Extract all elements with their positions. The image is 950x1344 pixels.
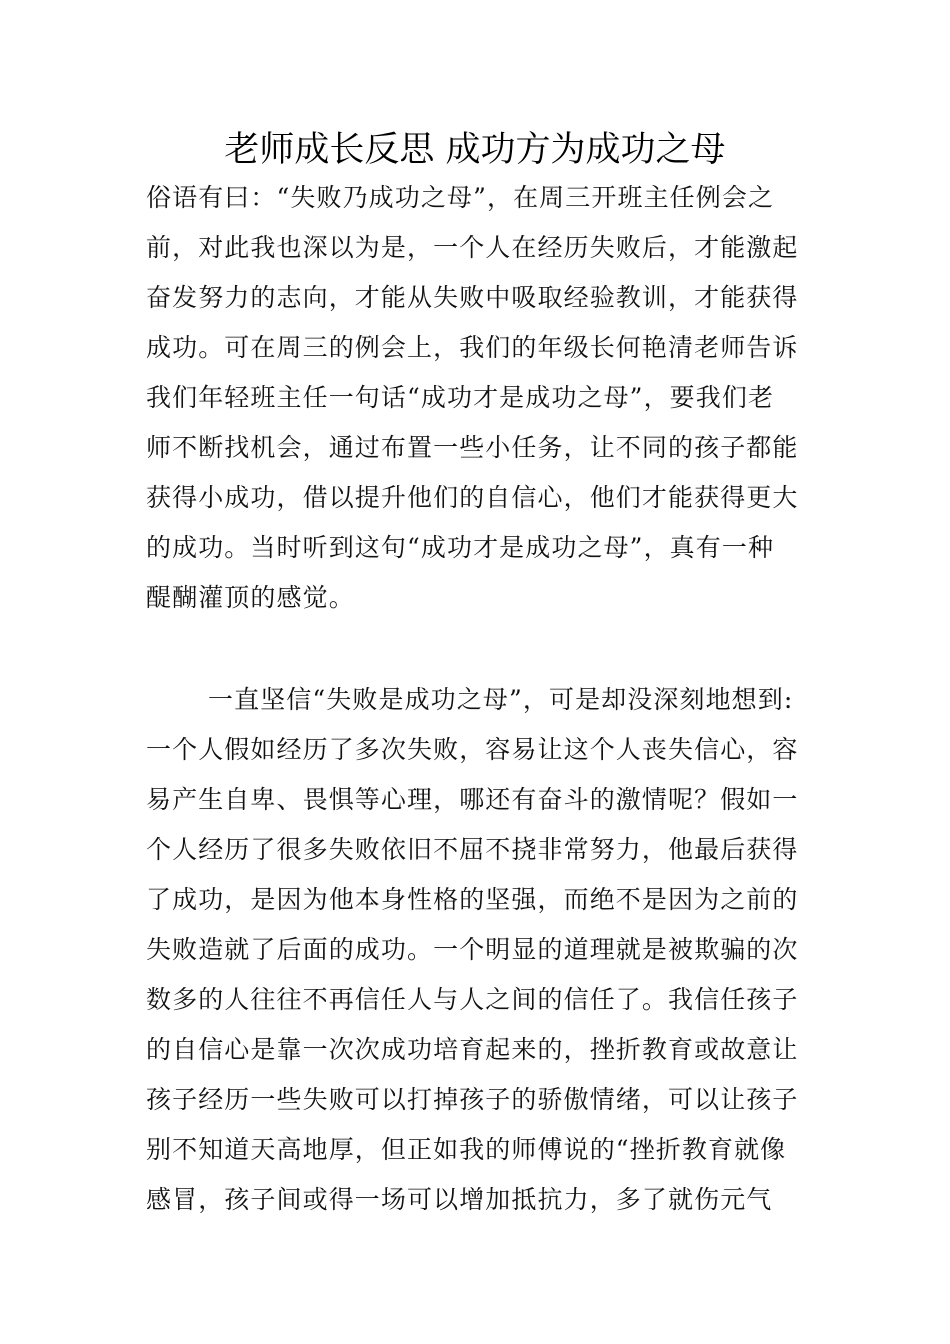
paragraph-1-line-7: 获得小成功，借以提升他们的自信心，他们才能获得更大	[146, 483, 799, 512]
paragraph-2-line-3: 易产生自卑、畏惧等心理，哪还有奋斗的激情呢？假如一	[146, 785, 799, 814]
document-title: 老师成长反思 成功方为成功之母	[224, 130, 726, 170]
paragraph-2-line-2: 一个人假如经历了多次失败，容易让这个人丧失信心，容	[146, 735, 799, 764]
paragraph-2-line-1: 一直坚信“失败是成功之母”，可是却没深刻地想到:	[208, 685, 794, 714]
paragraph-1-line-9: 醍醐灌顶的感觉。	[146, 583, 355, 612]
paragraph-2-line-5: 了成功，是因为他本身性格的坚强，而绝不是因为之前的	[146, 885, 799, 914]
paragraph-1-line-3: 奋发努力的志向，才能从失败中吸取经验教训，才能获得	[146, 283, 799, 312]
paragraph-1-line-8: 的成功。当时听到这句“成功才是成功之母”，真有一种	[146, 533, 775, 562]
paragraph-2-line-7: 数多的人往往不再信任人与人之间的信任了。我信任孩子	[146, 985, 799, 1014]
paragraph-1-line-1: 俗语有曰：“失败乃成功之母”，在周三开班主任例会之	[146, 183, 775, 212]
paragraph-2-line-6: 失败造就了后面的成功。一个明显的道理就是被欺骗的次	[146, 935, 799, 964]
paragraph-1-line-2: 前，对此我也深以为是，一个人在经历失败后，才能激起	[146, 233, 799, 262]
paragraph-1-line-6: 师不断找机会，通过布置一些小任务，让不同的孩子都能	[146, 433, 799, 462]
paragraph-2-line-9: 孩子经历一些失败可以打掉孩子的骄傲情绪，可以让孩子	[146, 1085, 799, 1114]
paragraph-1-line-5: 我们年轻班主任一句话“成功才是成功之母”，要我们老	[146, 383, 775, 412]
paragraph-2-line-10: 别不知道天高地厚，但正如我的师傅说的“挫折教育就像	[146, 1135, 787, 1164]
paragraph-2-line-4: 个人经历了很多失败依旧不屈不挠非常努力，他最后获得	[146, 835, 799, 864]
paragraph-2-line-11: 感冒，孩子间或得一场可以增加抵抗力，多了就伤元气	[146, 1185, 773, 1214]
paragraph-1-line-4: 成功。可在周三的例会上，我们的年级长何艳清老师告诉	[146, 333, 799, 362]
paragraph-2-line-8: 的自信心是靠一次次成功培育起来的，挫折教育或故意让	[146, 1035, 799, 1064]
